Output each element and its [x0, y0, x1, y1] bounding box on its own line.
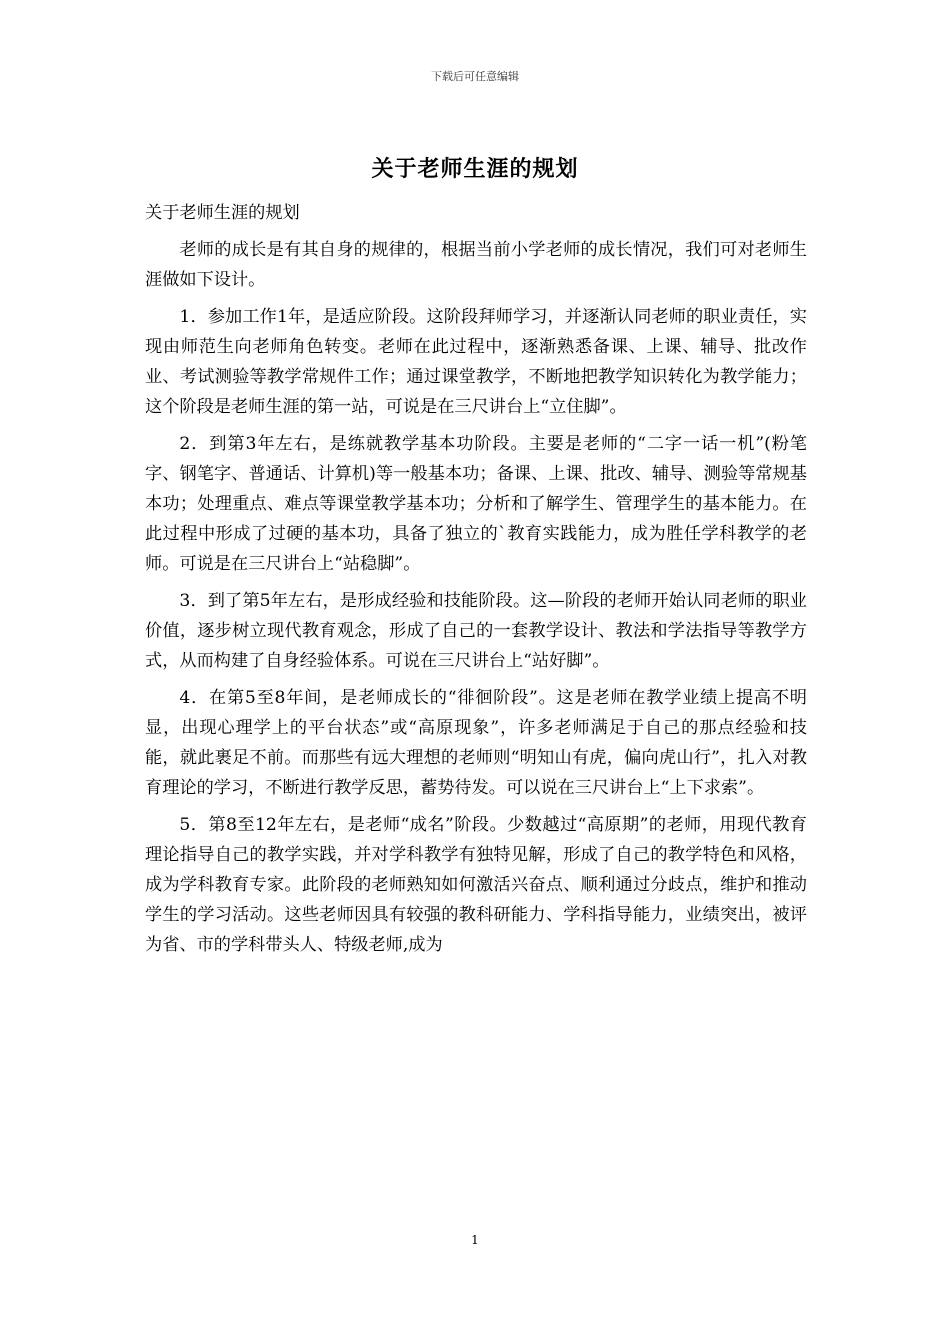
document-body [145, 198, 807, 967]
paragraph-intro: 老师的成长是有其自身的规律的，根据当前小学老师的成长情况，我们可对老师生涯做如下设计。 [145, 240, 807, 290]
document-title: 关于老师生涯的规划 [371, 156, 579, 182]
paragraph-stage-3: 3．到了第5年左右，是形成经验和技能阶段。这—阶段的老师开始认同老师的职业价值，逐步树立现代教育观念，形成了自己的一套教学设计、教法和学法指导等教学方式，从而构建了自身经验体系。可说在三尺讲台上“站好脚”。 [145, 591, 807, 671]
paragraph-stage-4: 4．在第5至8年间，是老师成长的“徘徊阶段”。这是老师在教学业绩上提高不明显，出现心理学上的平台状态”或“高原现象”，许多老师满足于自己的那点经验和技能，就此裹足不前。而那些有远大理想的老师则“明知山有虎，偏向虎山行”，扎入对教育理论的学习，不断进行教学反思，蓄势待发。可以说在三尺讲台上“上下求索”。 [145, 688, 807, 798]
page-header: 下载后可任意编辑 [431, 70, 519, 83]
paragraph-stage-5: 5．第8至12年左右，是老师“成名”阶段。少数越过“高原期”的老师，用现代教育理论指导自己的教学实践，并对学科教学有独特见解，形成了自己的教学特色和风格，成为学科教育专家。此阶段的老师熟知如何激活兴奋点、顺利通过分歧点，维护和推动学生的学习活动。这些老师因具有较强的教科研能力、学科指导能力，业绩突出，被评为省、市的学科带头人、特级老师,成为 [145, 815, 807, 955]
paragraph-stage-1: 1．参加工作1年，是适应阶段。这阶段拜师学习，并逐渐认同老师的职业责任，实现由师范生向老师角色转变。老师在此过程中，逐渐熟悉备课、上课、辅导、批改作业、考试测验等教学常规件工作；通过课堂教学，不断地把教学知识转化为教学能力；这个阶段是老师生涯的第一站，可说是在三尺讲台上“立住脚”。 [145, 307, 807, 417]
paragraph-stage-2: 2．到第3年左右，是练就教学基本功阶段。主要是老师的“二字一话一机”(粉笔字、钢笔字、普通话、计算机)等一般基本功；备课、上课、批改、辅导、测验等常规基本功；处理重点、难点等课堂教学基本功；分析和了解学生、管理学生的基本能力。在此过程中形成了过硬的基本功，具备了独立的`教育实践能力，成为胜任学科教学的老师。可说是在三尺讲台上“站稳脚”。 [145, 434, 807, 574]
document-subtitle: 关于老师生涯的规划 [145, 203, 300, 223]
page-number: 1 [471, 1233, 479, 1247]
